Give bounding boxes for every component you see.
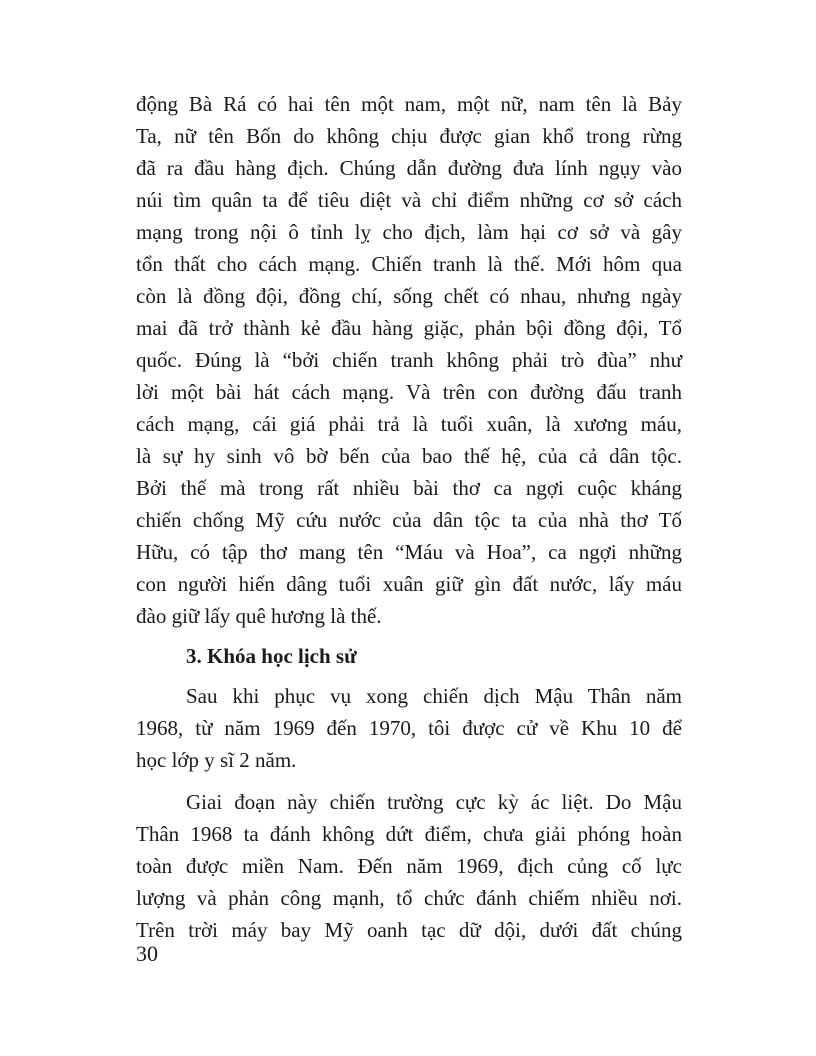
text-line: toàn được miền Nam. Đến năm 1969, địch củng cố lực — [136, 854, 682, 878]
text-line: Giai đoạn này chiến trường cực kỳ ác liệt. Do Mậu — [186, 790, 682, 814]
text-line: Trên trời máy bay Mỹ oanh tạc dữ dội, dưới đất chúng — [136, 918, 682, 942]
text-line: mạng trong nội ô tỉnh lỵ cho địch, làm hại cơ sở và gây — [136, 220, 682, 244]
text-line: lượng và phản công mạnh, tổ chức đánh chiếm nhiều nơi. — [136, 886, 682, 910]
text-line: 1968, từ năm 1969 đến 1970, tôi được cử về Khu 10 để — [136, 716, 682, 740]
text-line: Ta, nữ tên Bốn do không chịu được gian khổ trong rừng — [136, 124, 682, 148]
text-line: con người hiến dâng tuổi xuân giữ gìn đất nước, lấy máu — [136, 572, 682, 596]
text-line: mai đã trở thành kẻ đầu hàng giặc, phản bội đồng đội, Tổ — [136, 316, 682, 340]
section-heading: 3. Khóa học lịch sử — [186, 644, 357, 668]
text-line: là sự hy sinh vô bờ bến của bao thế hệ, của cả dân tộc. — [136, 444, 682, 468]
text-line: động Bà Rá có hai tên một nam, một nữ, nam tên là Bảy — [136, 92, 682, 116]
text-line: lời một bài hát cách mạng. Và trên con đường đấu tranh — [136, 380, 682, 404]
page-number: 30 — [136, 941, 158, 966]
text-line: cách mạng, cái giá phải trả là tuổi xuân, là xương máu, — [136, 412, 682, 436]
text-line: tổn thất cho cách mạng. Chiến tranh là thế. Mới hôm qua — [136, 252, 682, 276]
text-line: Hữu, có tập thơ mang tên “Máu và Hoa”, ca ngợi những — [136, 540, 682, 564]
text-line: Thân 1968 ta đánh không dứt điểm, chưa giải phóng hoàn — [136, 822, 682, 846]
text-line: Sau khi phục vụ xong chiến dịch Mậu Thân năm — [186, 684, 682, 708]
text-line: Bởi thế mà trong rất nhiều bài thơ ca ngợi cuộc kháng — [136, 476, 682, 500]
text-line: quốc. Đúng là “bởi chiến tranh không phải trò đùa” như — [136, 348, 682, 372]
text-line: đã ra đầu hàng địch. Chúng dẫn đường đưa lính ngụy vào — [136, 156, 682, 180]
text-line: núi tìm quân ta để tiêu diệt và chỉ điểm những cơ sở cách — [136, 188, 682, 212]
text-line: đào giữ lấy quê hương là thế. — [136, 604, 382, 628]
text-line: học lớp y sĩ 2 năm. — [136, 748, 297, 772]
text-line: còn là đồng đội, đồng chí, sống chết có nhau, nhưng ngày — [136, 284, 682, 308]
text-line: chiến chống Mỹ cứu nước của dân tộc ta của nhà thơ Tố — [136, 508, 682, 532]
